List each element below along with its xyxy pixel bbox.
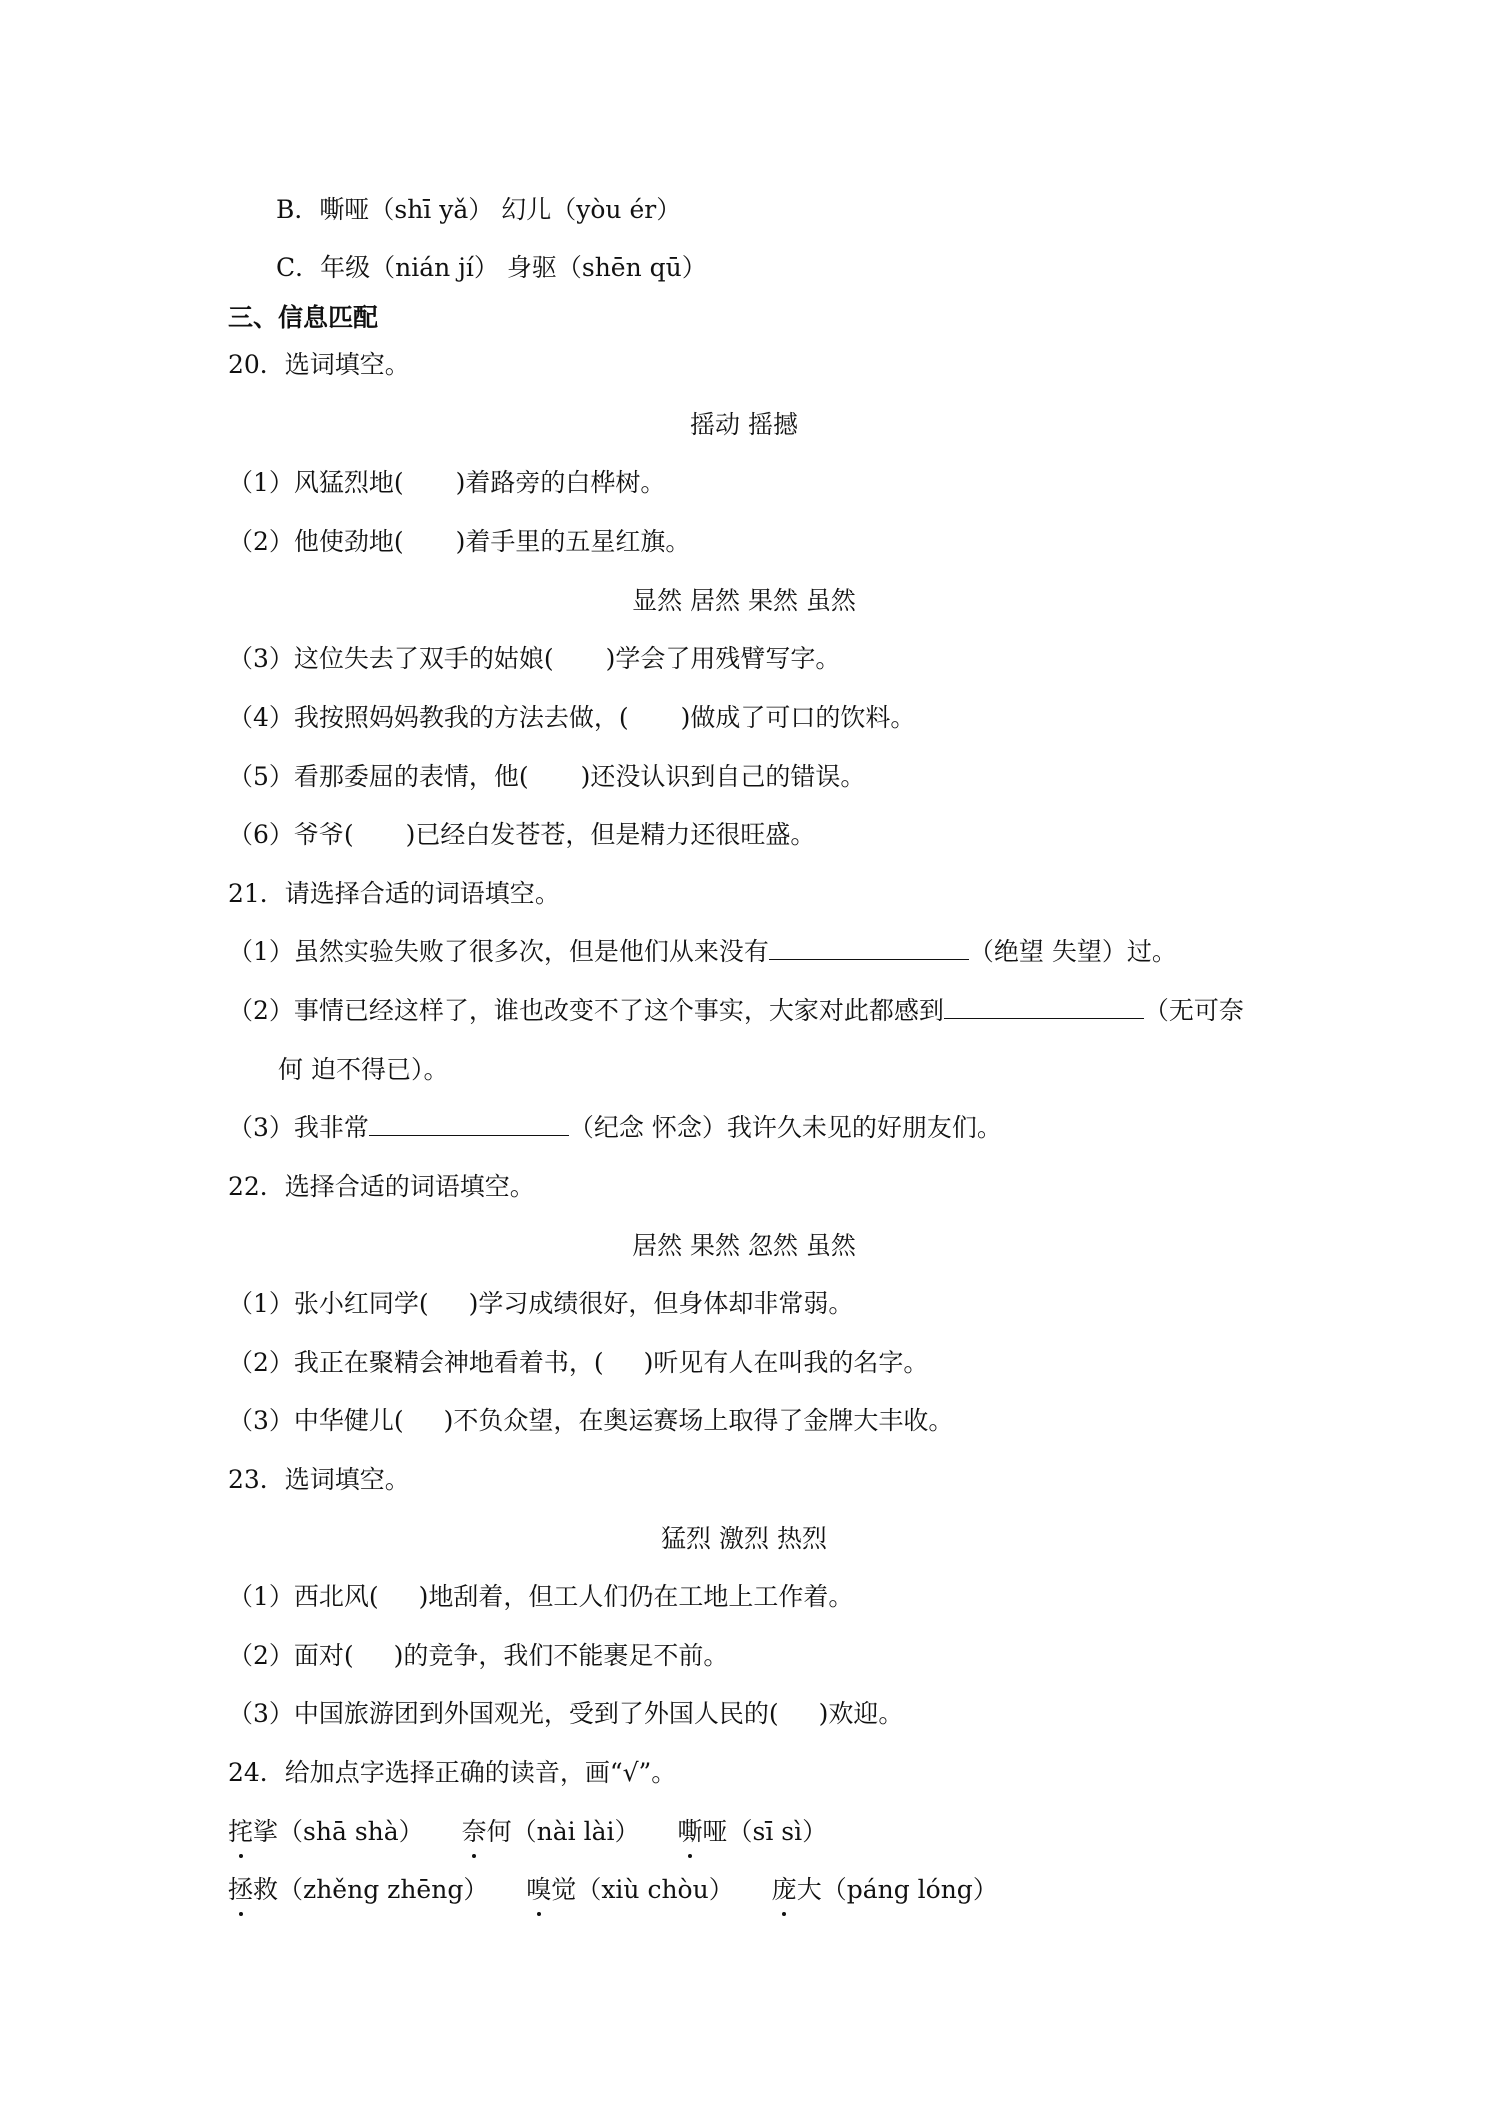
q20-stem: 20．选词填空。 <box>228 350 410 379</box>
q20-word-bank-2: 显然 居然 果然 虽然 <box>632 586 856 615</box>
pinyin-choice[interactable]: （zhěng zhēng） <box>278 1875 489 1904</box>
q21-stem: 21．请选择合适的词语填空。 <box>228 879 560 908</box>
answer-blank[interactable] <box>769 935 969 960</box>
q22-word-bank: 居然 果然 忽然 虽然 <box>632 1231 856 1260</box>
q21-item-1: （1）虽然实验失败了很多次，但是他们从来没有 （绝望 失望）过。 <box>228 937 1177 966</box>
dotted-char: 嘶 <box>677 1815 702 1849</box>
q24-stem: 24．给加点字选择正确的读音，画“√”。 <box>228 1758 677 1787</box>
pinyin-choice[interactable]: （xiù chòu） <box>576 1875 734 1904</box>
q20-item-5: （5）看那委屈的表情，他( )还没认识到自己的错误。 <box>228 762 866 791</box>
dotted-char: 拯 <box>228 1873 253 1907</box>
q20-word-bank-1: 摇动 摇撼 <box>690 410 798 439</box>
dotted-char: 挓 <box>228 1815 253 1849</box>
q20-item-1: （1）风猛烈地( )着路旁的白桦树。 <box>228 468 666 497</box>
answer-blank[interactable] <box>369 1111 569 1136</box>
dotted-char: 嗅 <box>526 1873 551 1907</box>
q22-item-2: （2）我正在聚精会神地看着书，( )听见有人在叫我的名字。 <box>228 1348 929 1377</box>
q24-row-1: 挓挲（shā shà） 奈何（nài lài） 嘶哑（sī sì） <box>228 1815 827 1849</box>
answer-blank[interactable] <box>944 994 1144 1019</box>
q21-item-2: （2）事情已经这样了，谁也改变不了这个事实，大家对此都感到 （无可奈 <box>228 996 1244 1025</box>
q20-item-6: （6）爷爷( )已经白发苍苍，但是精力还很旺盛。 <box>228 820 816 849</box>
pinyin-choice[interactable]: （shā shà） <box>278 1817 424 1846</box>
q24-row-2: 拯救（zhěng zhēng） 嗅觉（xiù chòu） 庞大（páng lóng） <box>228 1873 998 1907</box>
q23-item-2: （2）面对( )的竞争，我们不能裹足不前。 <box>228 1641 729 1670</box>
q22-item-1: （1）张小红同学( )学习成绩很好，但身体却非常弱。 <box>228 1289 854 1318</box>
dotted-char: 奈 <box>462 1815 487 1849</box>
q20-item-3: （3）这位失去了双手的姑娘( )学会了用残臂写字。 <box>228 644 841 673</box>
pinyin-choice[interactable]: （páng lóng） <box>821 1875 998 1904</box>
q23-item-1: （1）西北风( )地刮着，但工人们仍在工地上工作着。 <box>228 1582 854 1611</box>
pinyin-choice[interactable]: （sī sì） <box>727 1817 828 1846</box>
option-b: B．嘶哑（shī yǎ） 幻儿（yòu ér） <box>276 195 682 224</box>
q20-item-4: （4）我按照妈妈教我的方法去做，( )做成了可口的饮料。 <box>228 703 916 732</box>
dotted-char: 庞 <box>772 1873 797 1907</box>
q22-stem: 22．选择合适的词语填空。 <box>228 1172 535 1201</box>
section-title: 三、信息匹配 <box>228 303 379 332</box>
option-c: C．年级（nián jí） 身驱（shēn qū） <box>276 253 707 282</box>
q23-item-3: （3）中国旅游团到外国观光，受到了外国人民的( )欢迎。 <box>228 1699 904 1728</box>
q21-item-2-cont: 何 迫不得已）。 <box>278 1055 449 1084</box>
q23-stem: 23．选词填空。 <box>228 1465 410 1494</box>
q20-item-2: （2）他使劲地( )着手里的五星红旗。 <box>228 527 691 556</box>
pinyin-choice[interactable]: （nài lài） <box>511 1817 640 1846</box>
q23-word-bank: 猛烈 激烈 热烈 <box>661 1524 827 1553</box>
q21-item-3: （3）我非常 （纪念 怀念）我许久未见的好朋友们。 <box>228 1113 1002 1142</box>
q22-item-3: （3）中华健儿( )不负众望，在奥运赛场上取得了金牌大丰收。 <box>228 1406 954 1435</box>
